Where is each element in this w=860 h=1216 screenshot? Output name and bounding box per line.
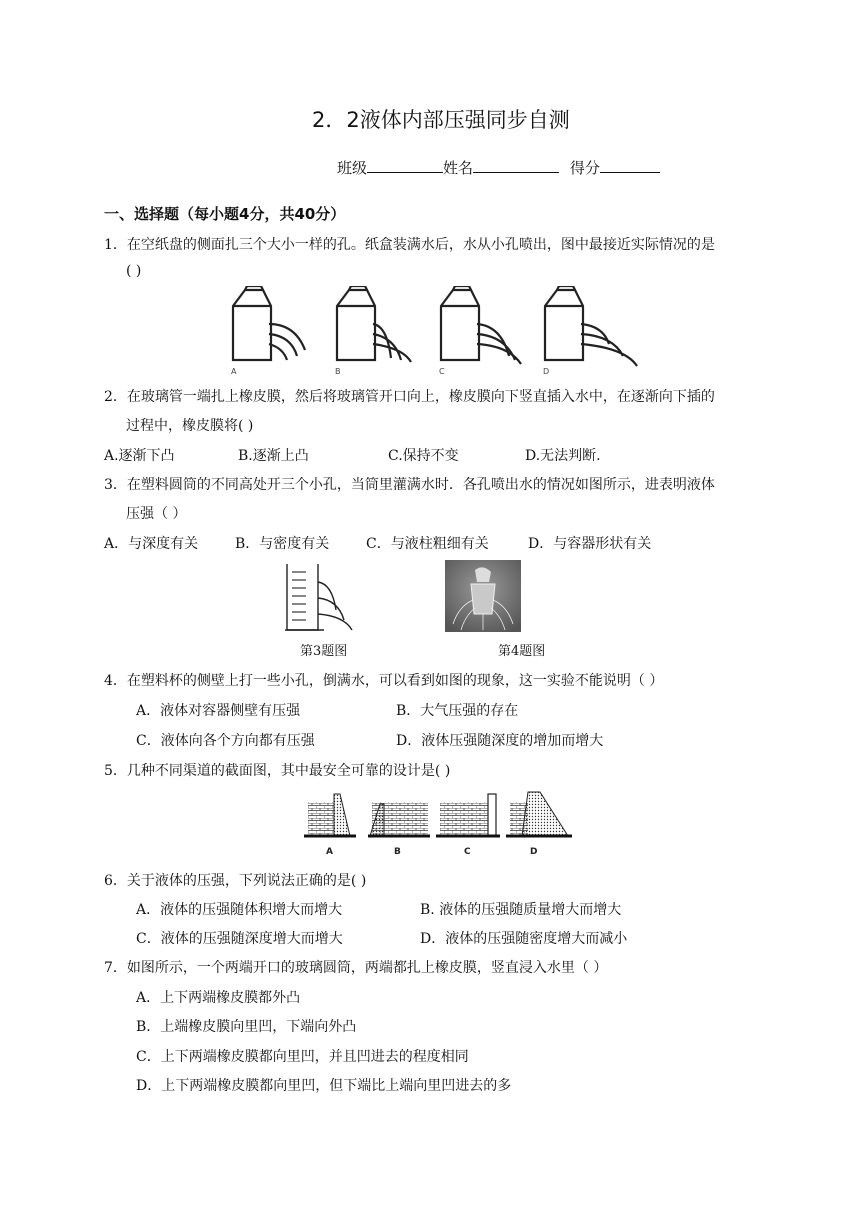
label-C: C xyxy=(439,367,445,376)
label-D: D xyxy=(543,367,550,376)
q7-option-b[interactable]: B．上端橡皮膜向里凹，下端向外凸 xyxy=(136,1019,357,1035)
q3-option-a[interactable]: A．与深度有关 xyxy=(104,536,199,552)
label-A: A xyxy=(326,847,333,857)
question-5-text: 5．几种不同渠道的截面图，其中最安全可靠的设计是( ) xyxy=(104,763,451,779)
q6-option-a[interactable]: A．液体的压强随体积增大而增大 xyxy=(136,902,343,918)
q7-option-a[interactable]: A．上下两端橡皮膜都外凸 xyxy=(136,990,301,1006)
question-1-text: 1．在空纸盘的侧面扎三个大小一样的孔。纸盒装满水后，水从小孔喷出，图中最接近实际情况的是 xyxy=(104,237,715,253)
label-B: B xyxy=(394,847,401,857)
figure-3-caption: 第3题图 xyxy=(300,644,348,659)
question-3-text-cont: 压强（ ） xyxy=(126,506,187,522)
score-label: 得分 xyxy=(569,159,600,177)
q4-option-a[interactable]: A．液体对容器侧壁有压强 xyxy=(136,703,301,719)
page-title: 2．2液体内部压强同步自测 xyxy=(312,108,570,132)
q4-option-b[interactable]: B．大气压强的存在 xyxy=(396,703,519,719)
section-title: 一、选择题（每小题4分，共40分） xyxy=(104,205,346,223)
q3-option-d[interactable]: D．与容器形状有关 xyxy=(528,536,652,552)
cup-photo xyxy=(445,560,521,632)
q7-option-c[interactable]: C．上下两端橡皮膜都向里凹，并且凹进去的程度相同 xyxy=(136,1049,469,1065)
q4-option-c[interactable]: C．液体向各个方向都有压强 xyxy=(136,733,315,749)
question-7-text: 7．如图所示，一个两端开口的玻璃圆筒，两端都扎上橡皮膜，竖直浸入水里（ ） xyxy=(104,960,608,976)
name-label: 姓名 xyxy=(443,159,474,177)
question-3-text: 3．在塑料圆筒的不同高处开三个小孔，当筒里灌满水时．各孔喷出水的情况如图所示，进表明液体 xyxy=(104,477,715,493)
q2-option-c[interactable]: C.保持不变 xyxy=(388,448,459,464)
label-D: D xyxy=(530,847,538,857)
label-C: C xyxy=(464,847,471,857)
score-blank[interactable] xyxy=(600,158,660,173)
q2-option-a[interactable]: A.逐渐下凸 xyxy=(104,448,175,464)
class-label: 班级 xyxy=(337,159,368,177)
q2-option-d[interactable]: D.无法判断. xyxy=(525,448,601,464)
milk-carton-figure xyxy=(225,286,645,376)
cylinder-figure xyxy=(284,562,354,632)
q6-option-d[interactable]: D．液体的压强随密度增大而减小 xyxy=(420,931,628,947)
name-blank[interactable] xyxy=(473,158,559,173)
student-info-line xyxy=(337,157,660,178)
question-6-text: 6．关于液体的压强，下列说法正确的是( ) xyxy=(104,873,367,889)
q2-option-b[interactable]: B.逐渐上凸 xyxy=(238,448,309,464)
figure-4-caption: 第4题图 xyxy=(498,644,546,659)
q6-option-c[interactable]: C．液体的压强随深度增大而增大 xyxy=(136,931,343,947)
label-B: B xyxy=(335,367,341,376)
question-4-text: 4．在塑料杯的侧壁上打一些小孔，倒满水，可以看到如图的现象，这一实验不能说明（ ） xyxy=(104,673,664,689)
label-A: A xyxy=(231,367,237,376)
question-1-blank: ( ) xyxy=(126,263,142,279)
question-2-text: 2．在玻璃管一端扎上橡皮膜，然后将玻璃管开口向上，橡皮膜向下竖直插入水中，在逐渐向下插的 xyxy=(104,389,715,405)
q3-option-b[interactable]: B．与密度有关 xyxy=(235,536,330,552)
q3-option-c[interactable]: C．与液柱粗细有关 xyxy=(366,536,489,552)
q7-option-d[interactable]: D．上下两端橡皮膜都向里凹，但下端比上端向里凹进去的多 xyxy=(136,1078,512,1094)
class-blank[interactable] xyxy=(367,158,443,173)
channel-cross-sections-figure xyxy=(300,788,575,858)
q4-option-d[interactable]: D．液体压强随深度的增加而增大 xyxy=(396,733,604,749)
q6-option-b[interactable]: B. 液体的压强随质量增大而增大 xyxy=(420,902,622,918)
question-2-text-cont: 过程中，橡皮膜将( ) xyxy=(126,418,254,434)
